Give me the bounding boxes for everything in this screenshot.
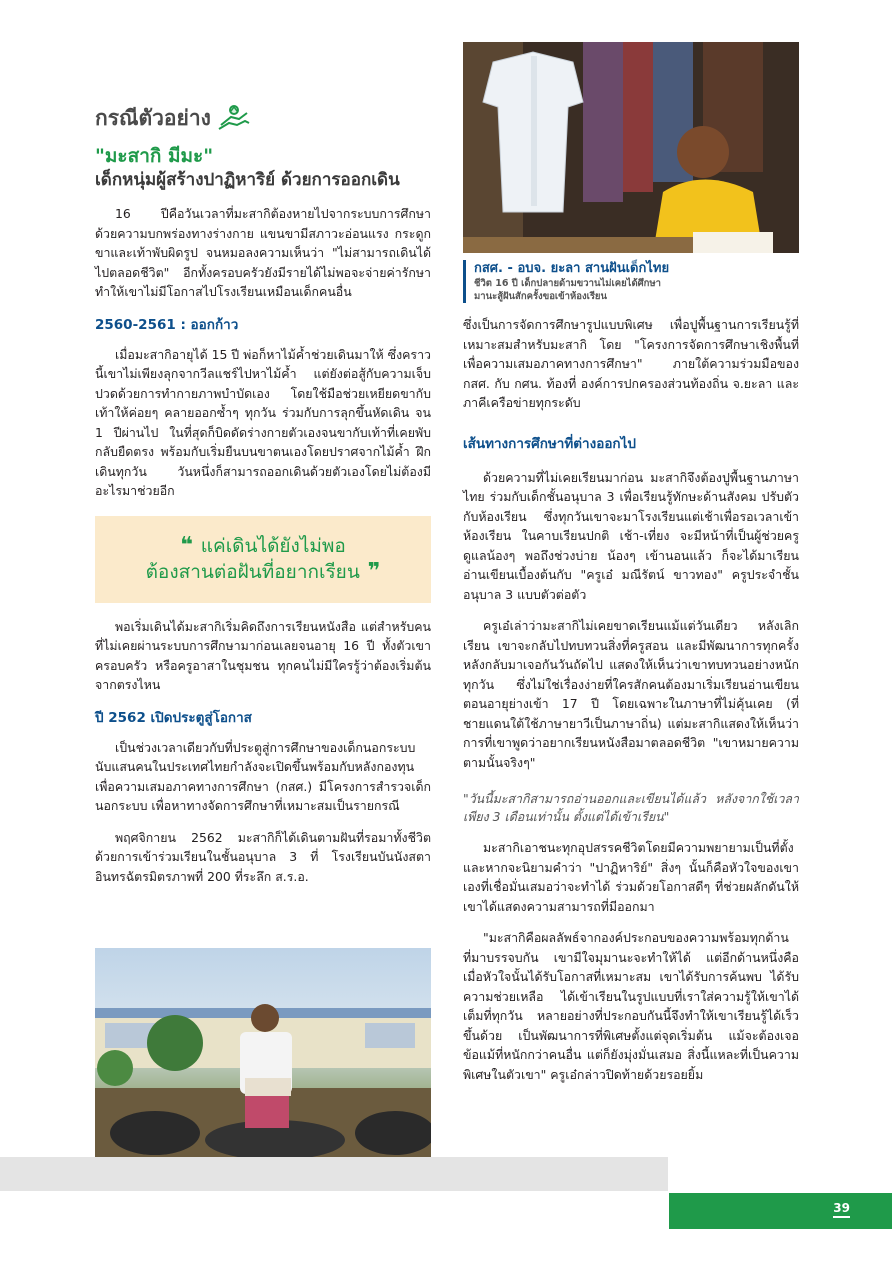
caption-title: กสศ. - อบจ. ยะลา สานฝันเด็กไทย [474,261,670,276]
pull-quote-line-2 [146,559,381,585]
page-number-tab [669,1193,892,1229]
pull-quote-box [95,516,431,603]
paragraph-miracle: มะสากิเอาชนะทุกอุปสรรคชีวิตโดยมีความพยายามเป็นที่ตั้ง และหากจะนิยามคำว่า "ปาฏิหาริย์" สิ่งๆ นั้นก็คือหัวใจของเขาเองที่เชื่อมั่นเสมอว่าจะทำได้ ร่วมด้วยโอกาสดีๆ ที่ช่วยผลักดันให้เขาได้แสดงความสามารถที่มีออกมา [463,840,799,914]
paragraph-teacher-quote: "มะสากิคือผลลัพธ์จากองค์ประกอบของความพร้อมทุกด้านที่มาบรรจบกัน เขามีใจมุมานะจะทำให้ได้ แต่อีกด้านหนึ่งคือ เมื่อหัวใจนั้นได้รับโอกาสที่เหมาะสม เขาได้รับการค้นพบ ได้รับความช่วยเหลือ ได้เข้าเรียนในรูปแบบที่เราใส่ความรู้ให้เขาได้เต็มที่ทุกวัน หลายอย่างที่ประกอบกันนี้จึงทำให้เขาเรียนรู้ได้เร็วขึ้นด้วย เป็นพัฒนาการที่พิเศษตั้งแต่จุดเริ่มต้น แม้จะต้องเจอข้อแม้ที่หนักกว่าคนอื่น แต่ก็ยังมุ่งมั่นเสมอ สิ่งนี้แหละที่เป็นความพิเศษในตัวเขา" ครูเอ๋กล่าวปิดท้ายด้วยรอยยิ้ม [463,930,799,1082]
paragraph-walking: เมื่อมะสากิอายุได้ 15 ปี พ่อก็หาไม้ค้ำช่วยเดินมาให้ ซึ่งคราวนี้เขาไม่เพียงลุกจากวีลแชร์ไปหาไม้ค้ำ แต่ยังต่อสู้กับความเจ็บปวดด้วยการทำกายภาพบำบัดเอง โดยใช้มือช่วยเหยียดขากับเท้าให้ค่อยๆ คลายออกซ้ำๆ ทุกวัน ร่วมกับการลุกขึ้นหัดเดิน จน 1 ปีผ่านไป ในที่สุดก็บิดดัดร่างกายตัวเองจนขากับเท้าที่เคยพับกลับยืดตรง พร้อมกับเริ่มยืนบนขาตนเองโดยปราศจากไม้ค้ำ ฝึกเดินทุกวัน วันหนึ่งก็สามารถออกเดินด้วยตัวเองโดยไม่ต้องมีอะไรมาช่วยอีก [95,346,431,498]
pull-quote-line-1 [180,533,346,559]
photo-bottom-illustration [95,948,431,1158]
caption-line-2: มานะสู้ฝันสักครั้งขอเข้าห้องเรียน [474,291,607,302]
section-label-text: กรณีตัวอย่าง [95,105,211,130]
paragraph-special-program: ซึ่งเป็นการจัดการศึกษารูปแบบพิเศษ เพื่อปูพื้นฐานการเรียนรู้ที่เหมาะสมสำหรับมะสากิ โดย "โครงการจัดการศึกษาเชิงพื้นที่เพื่อความเสมอภาคทางการศึกษา" ภายใต้ความร่วมมือของ กสศ. กับ กศน. ท้องที่ องค์การปกครองส่วนท้องถิ่น จ.ยะลา และภาคีเครือข่ายทุกระดับ [463,317,799,410]
intro-paragraph: 16 ปีคือวันเวลาที่มะสากิต้องหายไปจากระบบการศึกษา ด้วยความบกพร่องทางร่างกาย แขนขามีสภาวะอ่อนแรง กระดูกขาและเท้าพับผิดรูป จนหมอลงความเห็นว่า "ไม่สามารถเดินได้ไปตลอดชีวิต" อีกทั้งครอบครัวยังมีรายได้ไม่พอจะจ่ายค่ารักษา ทำให้เขาไม่มีโอกาสไปโรงเรียนเหมือนเด็กคนอื่น [95,206,431,299]
paragraph-school-enrol: พฤศจิกายน 2562 มะสากิก็ได้เดินตามฝันที่รอมาทั้งชีวิต ด้วยการเข้าร่วมเรียนในชั้นอนุบาล 3 ที่ โรงเรียนบันนังสตาอินทรฉัตรมิตรภาพที่ 200 ที่ระลึก ส.ร.อ. [95,829,431,884]
close-quote-icon: ❞ [359,559,381,584]
photo-boy-reading-on-tires [95,948,431,1158]
page-number: 39 [833,1201,850,1218]
paragraph-learning-start: พอเริ่มเดินได้มะสากิเริ่มคิดถึงการเรียนหนังสือ แต่สำหรับคนที่ไม่เคยผ่านระบบการศึกษามาก่อนเลยจนอายุ 16 ปี ทั้งตัวเขา ครอบครัว หรือครูอาสาในชุมชน ทุกคนไม่มีใครรู้ว่าต้องเริ่มต้นจากตรงไหน [95,618,431,692]
left-column [95,98,431,886]
photo-boy-writing [463,42,799,253]
section-label [95,98,431,138]
right-column [463,42,799,1084]
footer-band [0,1157,668,1191]
photo-caption [463,260,799,303]
heading-2560-2561: 2560-2561 : ออกก้าว [95,316,239,333]
open-quote-icon: ❝ [180,533,201,558]
pull-quote-text-1: แค่เดินได้ยังไม่พอ [200,535,346,557]
pull-quote-text-2: ต้องสานต่อฝันที่อยากเรียน [145,561,360,583]
paragraph-eef: เป็นช่วงเวลาเดียวกับที่ประตูสู่การศึกษาของเด็กนอกระบบนับแสนคนในประเทศไทยกำลังจะเปิดขึ้นพร้อมกับหลังกองทุนเพื่อความเสมอภาคทางการศึกษา (กสศ.) มีโครงการสำรวจเด็กนอกระบบ เพื่อหาทางจัดการศึกษาที่เหมาะสมเป็นรายกรณี [95,739,431,813]
headline: "มะสากิ มีมะ" [95,145,214,167]
heading-2562: ปี 2562 เปิดประตูสู่โอกาส [95,709,252,726]
caption-line-1: ชีวิต 16 ปี เด็กปลายด้ามขวานไม่เคยได้ศึกษา [474,278,662,289]
inline-quote: "วันนี้มะสากิสามารถอ่านออกและเขียนได้แล้ว หลังจากใช้เวลาเพียง 3 เดือนเท่านั้น ตั้งแต่ได้เข้าเรียน" [463,791,799,824]
subheadline: เด็กหนุ่มผู้สร้างปาฏิหาริย์ ด้วยการออกเดิน [95,170,400,190]
helping-hands-icon [217,103,251,133]
heading-different-path: เส้นทางการศึกษาที่ต่างออกไป [463,435,636,452]
paragraph-teacher-ae: ครูเอ๋เล่าว่ามะสากิไม่เคยขาดเรียนแม้แต่วันเดียว หลังเลิกเรียน เขาจะกลับไปทบทวนสิ่งที่ครูสอน และมีพัฒนาการทุกครั้งหลังกลับมาเจอกันวันถัดไป แสดงให้เห็นว่าเขาทบทวนอย่างหนักทุกวัน ซึ่งไม่ใช่เรื่องง่ายที่ใครสักคนต้องมาเริ่มเรียนอ่านเขียนตอนอายุย่างเข้า 17 ปี โดยเฉพาะในภาษาที่ไม่คุ้นเคย (ที่ชายแดนใต้ใช้ภาษายาวีเป็นภาษาถิ่น) แต่มะสากิแสดงให้เห็นว่า การที่เขาพูดว่าอยากเรียนหนังสือมาตลอดชีวิต "เขาหมายความตามนั้นจริงๆ" [463,618,799,770]
paragraph-thai-basics: ด้วยความที่ไม่เคยเรียนมาก่อน มะสากิจึงต้องปูพื้นฐานภาษาไทย ร่วมกับเด็กชั้นอนุบาล 3 เพื่อเรียนรู้ทักษะด้านสังคม ปรับตัวกับห้องเรียน ซึ่งทุกวันเขาจะมาโรงเรียนแต่เช้าเพื่อรอเวลาเข้าห้องเรียน ในคาบเรียนปกติ เช้า-เที่ยง จะมีหน้าที่เป็นผู้ช่วยครูดูแลน้องๆ พอถึงช่วงบ่าย น้องๆ เข้านอนแล้ว ก็จะได้มาเรียนอ่านเขียนเบื้องต้นกับ "ครูเอ๋ มณีรัตน์ ขาวทอง" ครูประจำชั้นอนุบาล 3 แบบตัวต่อตัว [463,469,799,602]
photo-top-illustration [463,42,799,253]
